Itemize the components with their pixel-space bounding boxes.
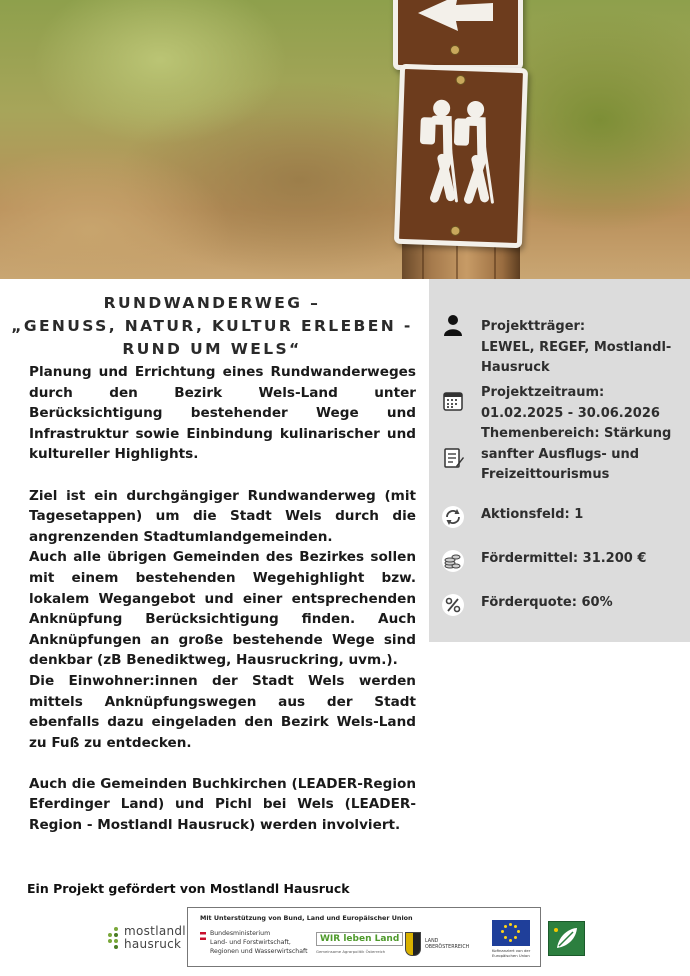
funded-by-text: Ein Projekt gefördert von Mostlandl Hausruck xyxy=(27,881,350,896)
support-title: Mit Unterstützung von Bund, Land und Europäischer Union xyxy=(200,914,413,922)
paragraph-municipalities: Auch alle übrigen Gemeinden des Bezirkes sollen mit einem bestehenden Wegehighlight bzw. lokalem Wegangebot und einer entsprechenden Anknüpfung Berücksichtigung finden. Auch Anknüpfungen an große bestehende Wege sind denkbar (zB Benediktweg, Hausruckring, uvm.). xyxy=(29,549,416,669)
coins-icon xyxy=(441,549,465,573)
title-line-2: „GENUSS, NATUR, KULTUR ERLEBEN - xyxy=(11,317,413,335)
mostlandl-logo-line-1: mostlandl xyxy=(124,924,186,938)
leader-leaf-icon xyxy=(549,922,584,955)
foerdermittel-text: Fördermittel: 31.200 € xyxy=(481,551,647,566)
mostlandl-logo-line-2: hausruck xyxy=(124,937,182,951)
zeitraum-label: Projektzeitraum: xyxy=(481,385,605,400)
cycle-arrows-icon xyxy=(441,505,465,529)
arrow-sign xyxy=(393,0,523,70)
person-icon xyxy=(441,313,465,337)
zeitraum-value: 01.02.2025 - 30.06.2026 xyxy=(481,405,660,421)
info-foerderquote xyxy=(437,591,682,621)
paragraph-residents: Die Einwohner:innen der Stadt Wels werden mittels Anknüpfungswegen aus der Stadt ebenfalls dazu eingeladen den Bezirk Wels-Land zu Fuß zu entdecken. xyxy=(29,672,416,751)
themen-line-1: Themenbereich: Stärkung xyxy=(481,426,672,441)
info-projekttraeger xyxy=(437,313,682,383)
traeger-label: Projektträger: xyxy=(481,319,586,334)
mostlandl-dots-icon xyxy=(108,927,124,949)
title-line-3: RUND UM WELS“ xyxy=(122,340,302,358)
info-aktionsfeld xyxy=(437,503,682,533)
paragraph-goal: Ziel ist ein durchgängiger Rundwanderweg (mit Tagesetappen) um die Stadt Wels durch die angrenzenden Stadtumlandgemeinden. xyxy=(29,487,416,545)
title-line-1: RUNDWANDERWEG – xyxy=(103,294,321,312)
project-description xyxy=(29,362,416,836)
hikers-icon xyxy=(399,77,512,231)
land-oberoesterreich-logo: LAND OBERÖSTERREICH xyxy=(405,930,475,960)
foerderquote-text: Förderquote: 60% xyxy=(481,595,613,610)
project-info-panel xyxy=(429,279,690,642)
aktionsfeld-text: Aktionsfeld: 1 xyxy=(481,507,584,522)
traeger-value-2: Hausruck xyxy=(481,360,550,375)
paragraph-regions: Auch die Gemeinden Buchkirchen (LEADER-Region Eferdinger Land) und Pichl bei Wels (LEADER-Region - Mostlandl Hausruck) werden involviert. xyxy=(29,775,416,834)
info-foerdermittel xyxy=(437,547,682,577)
austria-flag-icon xyxy=(200,932,206,940)
wir-leben-land-logo: WIR leben Land Gemeinsame Agrarpolitik Österreich xyxy=(316,932,394,960)
eu-cofunded-logo: Kofinanziert von der Europäischen Union xyxy=(492,920,532,960)
themen-line-2: sanfter Ausflugs- und xyxy=(481,446,640,462)
themen-line-3: Freizeittourismus xyxy=(481,467,610,482)
eu-flag-icon xyxy=(492,920,530,946)
leader-logo xyxy=(548,921,585,956)
document-edit-icon xyxy=(441,446,465,470)
paragraph-planning: Planung und Errichtung eines Rundwanderweges durch den Bezirk Wels-Land unter Berücksichtigung bestehender Wege und Infrastruktur sowie Einbindung kulinarischer und kultureller Highlights. xyxy=(29,364,416,463)
ooe-coat-of-arms-icon xyxy=(405,932,421,956)
traeger-value-1: LEWEL, REGEF, Mostlandl- xyxy=(481,339,672,355)
mostlandl-hausruck-logo xyxy=(106,922,186,956)
hero-photo xyxy=(0,0,690,279)
percent-icon xyxy=(441,593,465,617)
calendar-icon xyxy=(441,389,465,413)
hiker-sign xyxy=(394,64,528,248)
info-projektzeitraum xyxy=(437,383,682,423)
bundesministerium-logo: Bundesministerium Land- und Forstwirtschaft, Regionen und Wasserwirtschaft xyxy=(200,930,310,962)
support-logos-box xyxy=(187,907,541,967)
info-themenbereich xyxy=(437,424,682,486)
